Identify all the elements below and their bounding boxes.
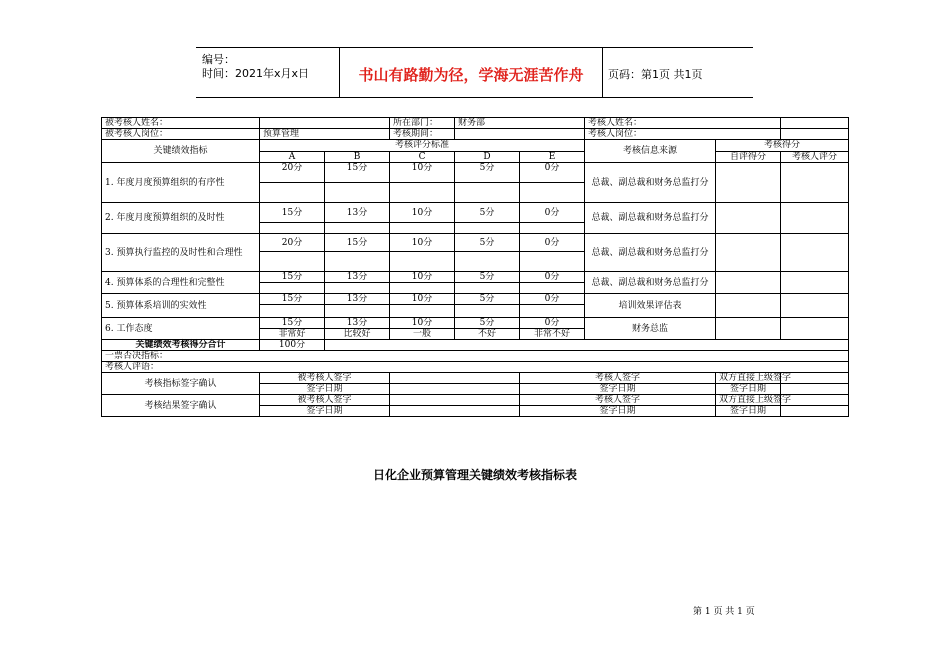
- sign-date-label: 签字日期: [520, 384, 716, 395]
- department-value: 财务部: [455, 118, 585, 129]
- assessor-score-field[interactable]: [781, 234, 849, 272]
- sign-date-label: 签字日期: [520, 406, 716, 417]
- assessor-score-field[interactable]: [781, 318, 849, 340]
- source-cell: 总裁、副总裁和财务总监打分: [585, 234, 716, 272]
- score-cell: 13分: [325, 294, 390, 305]
- score-cell: 13分: [325, 272, 390, 283]
- assessor-score-field[interactable]: [781, 203, 849, 234]
- indicator-cell: 2. 年度月度预算组织的及时性: [102, 203, 260, 234]
- self-score-field[interactable]: [716, 272, 781, 294]
- assessor-sign-label: 考核人签字: [520, 373, 716, 384]
- score-cell: 15分: [260, 203, 325, 223]
- sign-indicator-label: 考核指标签字确认: [102, 373, 260, 395]
- score-cell: 15分: [260, 294, 325, 305]
- score-cell: 10分: [390, 203, 455, 223]
- grade-d: D: [455, 151, 520, 163]
- kpi-header: 关键绩效指标: [102, 140, 260, 163]
- score-cell: 0分: [520, 318, 585, 329]
- period-field[interactable]: [455, 129, 585, 140]
- indicator-cell: 6. 工作态度: [102, 318, 260, 340]
- grade-word-cell: 非常不好: [520, 329, 585, 340]
- assessee-post-value: 预算管理: [260, 129, 390, 140]
- grade-word-cell: 比较好: [325, 329, 390, 340]
- info-row-1: [102, 118, 849, 129]
- sign-indicator-row: [102, 373, 849, 384]
- assessee-sign-label: 被考核人签字: [260, 373, 390, 384]
- table-row: [102, 163, 849, 183]
- document-title: 日化企业预算管理关键绩效考核指标表: [372, 468, 577, 482]
- score-cell: 10分: [390, 294, 455, 305]
- sign-date-field[interactable]: [781, 406, 849, 417]
- assessor-name-field[interactable]: [781, 118, 849, 129]
- source-cell: 总裁、副总裁和财务总监打分: [585, 272, 716, 294]
- score-cell: 13分: [325, 203, 390, 223]
- page-header: [196, 47, 753, 98]
- assessee-sign-label: 被考核人签字: [260, 395, 390, 406]
- score-cell: 5分: [455, 163, 520, 183]
- assessor-post-field[interactable]: [781, 129, 849, 140]
- source-header: 考核信息来源: [585, 140, 716, 163]
- score-cell: 15分: [325, 234, 390, 252]
- self-score-field[interactable]: [716, 163, 781, 203]
- superior-sign-label: 双方直接上级签字: [716, 373, 781, 384]
- score-header: 考核得分: [716, 140, 849, 152]
- header-meta: [196, 48, 339, 97]
- score-cell: 10分: [390, 318, 455, 329]
- score-cell: 10分: [390, 272, 455, 283]
- score-cell: 10分: [390, 163, 455, 183]
- grade-e: E: [520, 151, 585, 163]
- sign-result-label: 考核结果签字确认: [102, 395, 260, 417]
- assessor-score-field[interactable]: [781, 294, 849, 318]
- page-footer: 第 1 页 共 1 页: [693, 607, 755, 617]
- grade-word-cell: 不好: [455, 329, 520, 340]
- total-row: [102, 340, 849, 351]
- score-cell: 5分: [455, 234, 520, 252]
- sign-date-field[interactable]: [390, 406, 520, 417]
- criteria-header: 考核评分标准: [260, 140, 585, 152]
- info-row-2: [102, 129, 849, 140]
- table-row: [102, 234, 849, 252]
- source-cell: 总裁、副总裁和财务总监打分: [585, 163, 716, 203]
- score-cell: 0分: [520, 234, 585, 252]
- motto-text: 书山有路勤为径，学海无涯苦作舟: [358, 66, 584, 84]
- comment-row: [102, 362, 849, 373]
- number-label: 编号：: [202, 53, 235, 66]
- table-row: [102, 318, 849, 329]
- indicator-cell: 4. 预算体系的合理性和完整性: [102, 272, 260, 294]
- assessee-post-label: 被考核人岗位：: [102, 129, 260, 140]
- sign-date-label: 签字日期: [716, 406, 781, 417]
- source-cell: 培训效果评估表: [585, 294, 716, 318]
- sign-date-label: 签字日期: [716, 384, 781, 395]
- self-score-field[interactable]: [716, 203, 781, 234]
- score-cell: 15分: [260, 272, 325, 283]
- veto-row: [102, 351, 849, 362]
- score-cell: 10分: [390, 234, 455, 252]
- department-label: 所在部门：: [390, 118, 455, 129]
- page-number-label: 页码：第1页 共1页: [608, 68, 703, 81]
- time-label: 时间：2021年x月x日: [202, 67, 310, 80]
- self-score-field[interactable]: [716, 234, 781, 272]
- indicator-cell: 3. 预算执行监控的及时性和合理性: [102, 234, 260, 272]
- score-cell: 15分: [325, 163, 390, 183]
- assessor-score-field[interactable]: [781, 272, 849, 294]
- kpi-table: [101, 117, 849, 417]
- grade-word-cell: 非常好: [260, 329, 325, 340]
- score-cell: 5分: [455, 318, 520, 329]
- period-label: 考核期间：: [390, 129, 455, 140]
- source-cell: 总裁、副总裁和财务总监打分: [585, 203, 716, 234]
- grade-a: A: [260, 151, 325, 163]
- assessee-name-field[interactable]: [260, 118, 390, 129]
- grade-word-cell: 一般: [390, 329, 455, 340]
- header-row-1: [102, 140, 849, 152]
- assessee-sign-field[interactable]: [390, 373, 520, 384]
- total-label: 关键绩效考核得分合计: [102, 340, 260, 351]
- veto-label: 一票否决指标：: [102, 351, 849, 362]
- assessor-score-field[interactable]: [781, 163, 849, 203]
- score-cell: 0分: [520, 294, 585, 305]
- indicator-cell: 5. 预算体系培训的实效性: [102, 294, 260, 318]
- score-cell: 20分: [260, 163, 325, 183]
- total-value: 100分: [260, 340, 325, 351]
- score-cell: 5分: [455, 203, 520, 223]
- grade-b: B: [325, 151, 390, 163]
- assessor-sign-label: 考核人签字: [520, 395, 716, 406]
- score-cell: 0分: [520, 272, 585, 283]
- sign-date-field[interactable]: [781, 384, 849, 395]
- score-cell: 0分: [520, 163, 585, 183]
- sign-result-row: [102, 395, 849, 406]
- table-row: [102, 203, 849, 223]
- sign-date-label: 签字日期: [260, 384, 390, 395]
- assessee-name-label: 被考核人姓名：: [102, 118, 260, 129]
- self-score-field[interactable]: [716, 294, 781, 318]
- assessor-score-header: 考核人评分: [781, 151, 849, 163]
- sign-date-field[interactable]: [390, 384, 520, 395]
- score-cell: 0分: [520, 203, 585, 223]
- sign-date-label: 签字日期: [260, 406, 390, 417]
- comment-label: 考核人评语：: [102, 362, 849, 373]
- table-row: [102, 272, 849, 283]
- score-cell: 15分: [260, 318, 325, 329]
- self-score-header: 自评得分: [716, 151, 781, 163]
- score-cell: 5分: [455, 272, 520, 283]
- assessee-sign-field[interactable]: [390, 395, 520, 406]
- score-cell: 5分: [455, 294, 520, 305]
- indicator-cell: 1. 年度月度预算组织的有序性: [102, 163, 260, 203]
- score-cell: 13分: [325, 318, 390, 329]
- assessor-post-label: 考核人岗位：: [585, 129, 781, 140]
- source-cell: 财务总监: [585, 318, 716, 340]
- header-motto-box: [339, 48, 603, 97]
- superior-sign-label: 双方直接上级签字: [716, 395, 781, 406]
- score-cell: 20分: [260, 234, 325, 252]
- grade-c: C: [390, 151, 455, 163]
- self-score-field[interactable]: [716, 318, 781, 340]
- assessor-name-label: 考核人姓名：: [585, 118, 781, 129]
- table-row: [102, 294, 849, 305]
